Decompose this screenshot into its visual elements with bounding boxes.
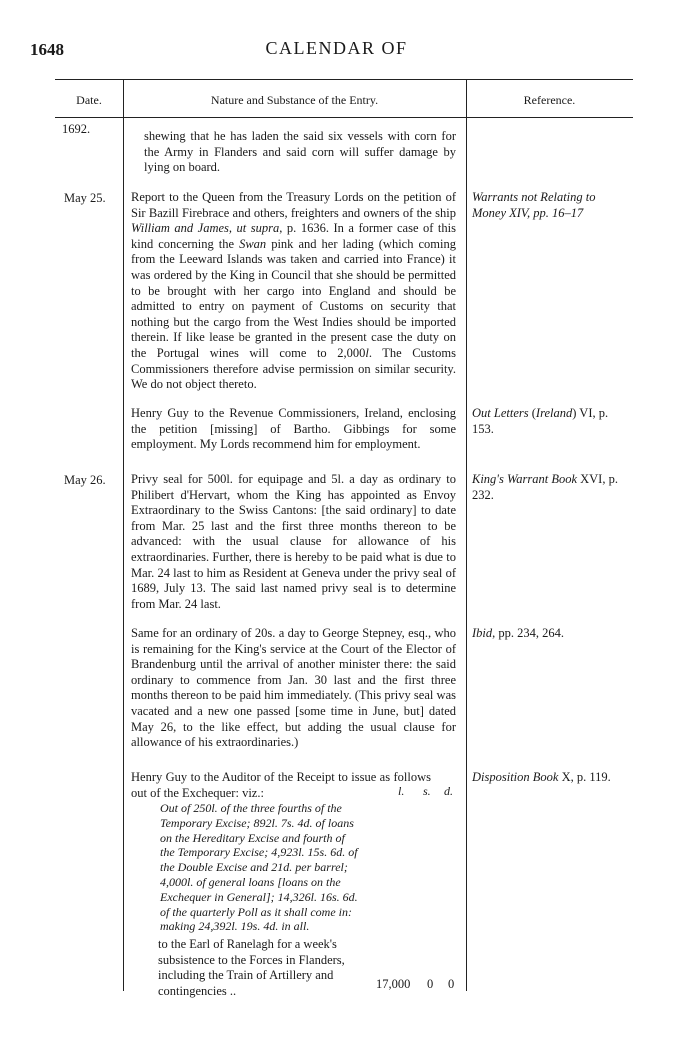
- column-heading-nature: Nature and Substance of the Entry.: [210, 93, 379, 107]
- column-divider-right: [466, 79, 467, 991]
- running-title: CALENDAR OF: [265, 38, 408, 58]
- entry-date: May 26.: [64, 473, 106, 487]
- entry-text: Privy seal for 500l. for equipage and 5l. a day as ordinary to Philibert d'Hervart, whom the King has appointed as Envoy Extraordinary to the Swiss Cantons: [the said ordinary] to date from Mar. 25 last and the first three months thereon to be advanced: with the usual clause for allowance of his extraordinaries. Further, there is hereby to be paid what is due to Mar. 24 last to him as Resident at Geneva under the privy seal of 1689, July 13. The said last named privy seal is to determine from Mar. 24 last.: [131, 472, 456, 611]
- table-top-rule: [55, 79, 633, 80]
- column-heading-reference: Reference.: [523, 93, 576, 107]
- amount-shillings: 0: [427, 977, 434, 991]
- year-label: 1692.: [62, 122, 91, 136]
- entry-reference: King's Warrant Book XVI, p. 232.: [472, 472, 618, 502]
- amount-pounds: 17,000: [376, 977, 411, 991]
- lsd-header-pence: d.: [444, 784, 453, 798]
- entry-continuation: shewing that he has laden the said six vessels with corn for the Army in Flanders and said corn will suffer damage by lying on board.: [144, 129, 456, 175]
- lsd-header-pounds: l.: [398, 784, 405, 798]
- entry-reference: Ibid, pp. 234, 264.: [472, 626, 565, 640]
- entry-reference: Disposition Book X, p. 119.: [472, 770, 611, 784]
- column-divider-left: [123, 79, 124, 991]
- column-heading-date: Date.: [76, 93, 102, 107]
- table-header-rule: [55, 117, 633, 118]
- lsd-header-shillings: s.: [423, 784, 431, 798]
- entry-reference: Warrants not Relating to Money XIV, pp. 16–17: [472, 190, 596, 220]
- payment-line: to the Earl of Ranelagh for a week's subsistence to the Forces in Flanders, including the Train of Artillery and contingencies ..: [158, 937, 345, 998]
- amount-pence: 0: [448, 977, 455, 991]
- entry-date: May 25.: [64, 191, 106, 205]
- account-sources: Out of 250l. of the three fourths of the Temporary Excise; 892l. 7s. 4d. of loans on the Hereditary Excise and fourth of the Temporary Excise; 4,923l. 15s. 6d. of the Double Excise and 21d. per barrel; 4,000l. of general loans [loans on the Exchequer in General]; 14,326l. 16s. 6d. of the quarterly Poll as it shall come in: making 24,392l. 19s. 4d. in all.: [160, 801, 358, 934]
- entry-text: Henry Guy to the Auditor of the Receipt to issue as follows out of the Exchequer: viz.:: [131, 770, 431, 800]
- page-number: 1648: [30, 40, 64, 59]
- entry-text: Report to the Queen from the Treasury Lords on the petition of Sir Bazill Firebrace and others, freighters and owners of the ship William and James, ut supra, p. 1636. In a former case of this kind concerning the Swan pink and her lading (which coming from the Leeward Islands was taken and carried into France) it was ordered by the King in Council that she should be permitted to be brought with her cargo into England and should be admitted to entry on payment of Customs on security that nothing but the cargo from the West Indies should be imported therein. If like lease be granted in the present case the duty on the Portugal wines will come to 2,000l. The Customs Commissioners therefore advise permission on similar security. We do not object thereto.: [131, 190, 456, 392]
- entry-text: Henry Guy to the Revenue Commissioners, Ireland, enclosing the petition [missing] of Bartho. Gibbings for some employment. My Lords recommend him for employment.: [131, 406, 456, 452]
- entry-text: Same for an ordinary of 20s. a day to George Stepney, esq., who is remaining for the King's service at the Court of the Elector of Brandenburg until the arrival of another minister there: the said ordinary to commence from Jan. 30 last and the first three months thereon to be paid him immediately. (This privy seal was vacated and a new one passed [some time in June, but] dated May 26, to the like effect, but adding the usual clause for allowance of his extraordinaries.): [131, 626, 456, 750]
- entry-reference: Out Letters (Ireland) VI, p. 153.: [472, 406, 609, 436]
